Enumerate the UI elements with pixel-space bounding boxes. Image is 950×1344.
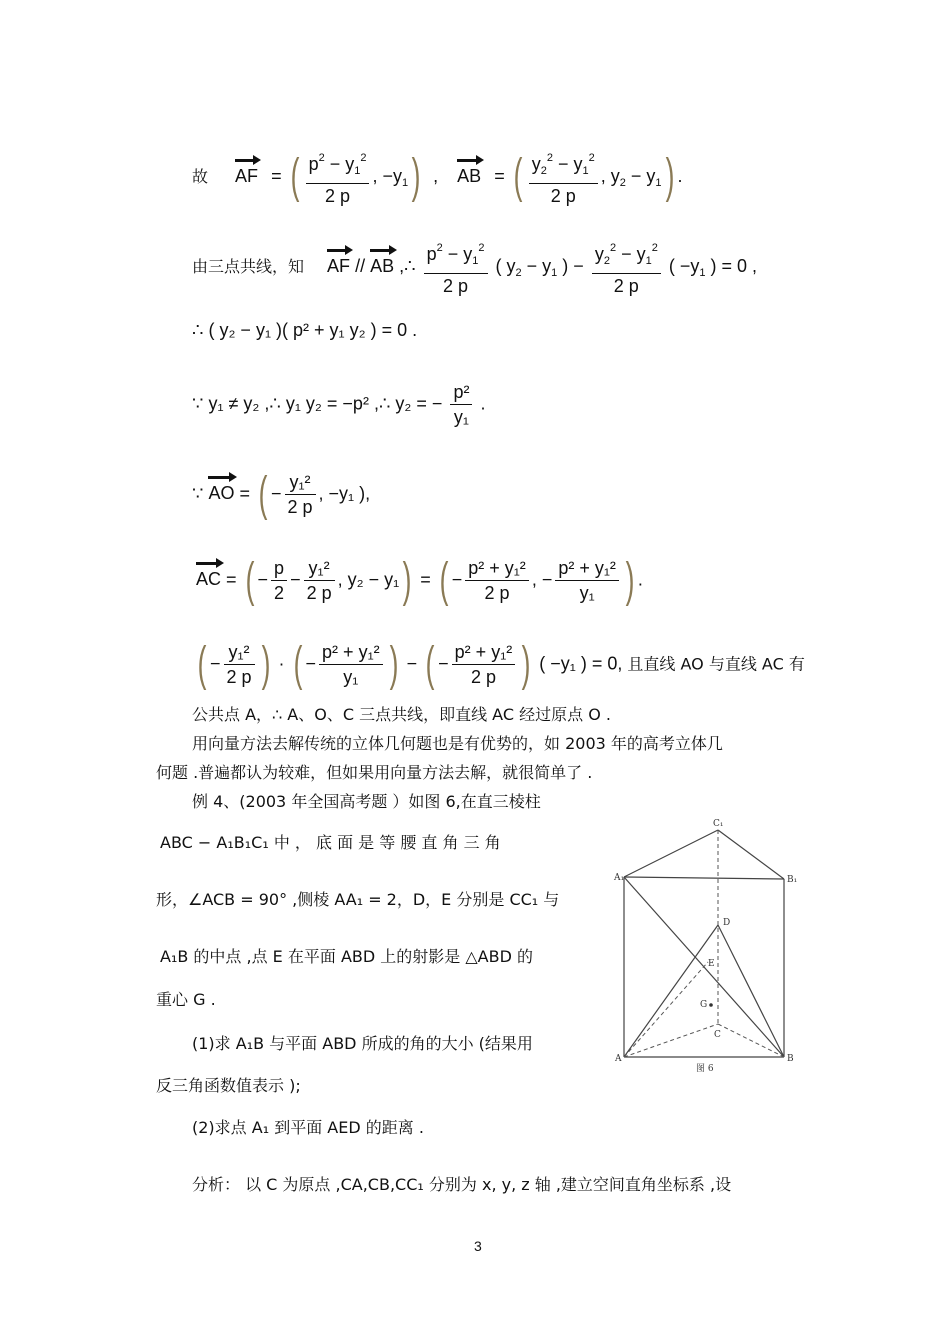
text-line-3: 何题 .普遍都认为较难，但如果用向量方法去解，就很简单了 . [156,763,593,782]
text-line-6: 形，∠ACB = 90° ,侧棱 AA₁ = 2，D，E 分别是 CC₁ 与 [156,890,560,909]
label-b: B [787,1054,794,1064]
figure-prism [612,812,812,1074]
text-line-5: ABC − A₁B₁C₁ 中 ， 底 面 是 等 腰 直 角 三 角 [160,833,501,852]
vector-ab: AB [370,255,395,276]
equation-ao: ∵ AO = ( − $\frac{\text{y₁²}}{2 p}$ , −y₁ ), [192,467,371,521]
text-line-1: 公共点 A，∴ A、O、C 三点共线，即直线 AC 经过原点 O . [192,705,611,724]
label-b1: B₁ [787,875,798,885]
equation-product: ∴ ( y₂ − y₁ )( p² + y₁ y₂ ) = 0 . [192,320,418,340]
label-a: A [615,1054,622,1064]
text-line-8: 重心 G . [156,990,216,1009]
text-line-12: 分析： 以 C 为原点 ,CA,CB,CC₁ 分别为 x, y, z 轴 ,建立空间直角坐标系 ,设 [192,1175,732,1194]
vector-af: AF [327,255,351,276]
label-e: E [708,959,715,969]
vector-af: AF [235,165,259,186]
text-gu: 故 [192,166,209,186]
equation-cross-check: ( − $\frac{\text{y₁²}}{2 p}$ ) · ( − $\frac{\text{p² + y₁²}}{\text{y₁}}$ ) − ( − $\frac{\text{p² + y₁²}}{2 p}$ ) ( −y₁ ) = 0, 且直线 AO 与直线 AC 有 [197,637,805,691]
label-c1: C₁ [713,819,724,829]
text-line-9: (1)求 A₁B 与平面 ABD 所成的角的大小 (结果用 [192,1034,533,1053]
text-line-10: 反三角函数值表示 ); [156,1076,301,1095]
equation-ac: AC = ( − $\frac{p}{2}$ − $\frac{\text{y₁²}}{2 p}$ , y₂ − y₁) = ( − $\frac{\text{p² + y₁²}}{2 p}$ , − $\frac{\text{p² + y₁²}}{\text{y₁}}$ ) . [196,553,643,607]
equation-vectors-af-ab: 故 AF = ( $\frac{p^2 - y_1^2}{2 p}$ , $-y_1$) , AB = ( $\frac{y_2^2 - y_1^2}{2 p}$ , $y_2 - y_1$) . [192,146,683,208]
text-line-4: 例 4、(2003 年全国高考题 ）如图 6,在直三棱柱 [192,792,541,811]
label-c: C [714,1030,721,1040]
equation-y2: ∵ y₁ ≠ y₂ ,∴ y₁ y₂ = −p² ,∴ y₂ = − $\frac{\text{p²}}{\text{y₁}}$ . [192,382,486,427]
label-a1: A₁ [614,873,625,883]
figure-caption: 图 6 [696,1064,714,1074]
vector-ao: AO [208,483,235,504]
text-line-2: 用向量方法去解传统的立体几何题也是有优势的，如 2003 年的高考立体几 [192,734,723,753]
text-collinear: 由三点共线，知 [192,256,305,276]
vector-ab: AB [457,165,482,186]
vector-ac: AC [196,569,222,590]
equation-collinear: 由三点共线，知 AF // AB ,∴ $\frac{p^2 - y_1^2}{2 p}$ ( $y_2 - y_1$ ) − $\frac{y_2^2 - y_1^2}{2 p}$ ( $-y_1$ ) = 0 , [192,236,757,298]
label-d: D [723,918,731,928]
text-line-7: A₁B 的中点 ,点 E 在平面 ABD 上的射影是 △ABD 的 [160,947,534,966]
label-g: G [700,1000,708,1010]
text-line-11: (2)求点 A₁ 到平面 AED 的距离 . [192,1118,424,1137]
page-number: 3 [474,1238,482,1254]
